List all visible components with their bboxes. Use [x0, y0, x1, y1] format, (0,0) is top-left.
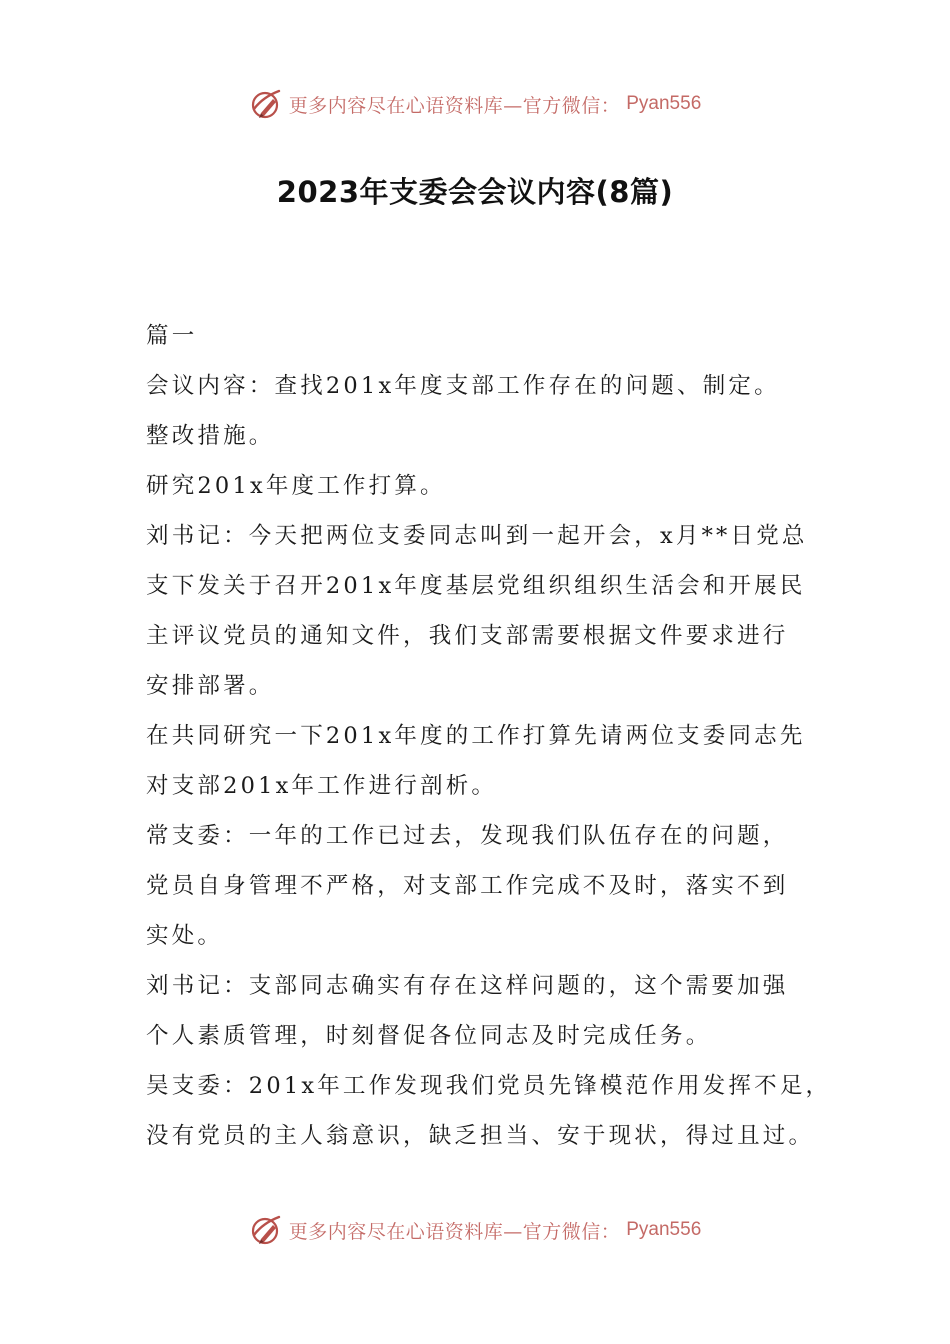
- watermark-wechat-id: Pyan556: [626, 1219, 702, 1240]
- body-line: 会议内容：查找201x年度支部工作存在的问题、制定。: [146, 373, 780, 399]
- body-line: 对支部201x年工作进行剖析。: [146, 773, 498, 799]
- body-line: 刘书记：支部同志确实有存在这样问题的，这个需要加强: [146, 973, 789, 999]
- body-line: 在共同研究一下201x年度的工作打算先请两位支委同志先: [146, 723, 806, 749]
- watermark-wechat-id: Pyan556: [626, 93, 702, 114]
- pen-logo-icon: [249, 87, 283, 121]
- body-line: 安排部署。: [146, 673, 275, 699]
- body-line: 整改措施。: [146, 423, 275, 449]
- body-line: 篇一: [146, 323, 198, 349]
- body-line: 刘书记：今天把两位支委同志叫到一起开会，x月**日党总: [146, 523, 808, 549]
- body-line: 实处。: [146, 923, 224, 949]
- body-line: 研究201x年度工作打算。: [146, 473, 446, 499]
- header-watermark: [0, 84, 950, 124]
- body-line: 主评议党员的通知文件，我们支部需要根据文件要求进行: [146, 623, 789, 649]
- document-title: 2023年支委会会议内容(8篇): [276, 175, 674, 209]
- watermark-text: 更多内容尽在心语资料库—官方微信：: [288, 1220, 621, 1243]
- body-line: 支下发关于召开201x年度基层党组织组织生活会和开展民: [146, 573, 806, 599]
- document-body: [146, 311, 832, 1161]
- body-line: 吴支委：201x年工作发现我们党员先锋模范作用发挥不足，: [146, 1073, 832, 1099]
- body-line: 常支委：一年的工作已过去，发现我们队伍存在的问题，: [146, 823, 789, 849]
- footer-watermark: [0, 1210, 950, 1250]
- body-line: 个人素质管理，时刻督促各位同志及时完成任务。: [146, 1023, 712, 1049]
- body-line: 没有党员的主人翁意识，缺乏担当、安于现状，得过且过。: [146, 1123, 815, 1149]
- watermark-text: 更多内容尽在心语资料库—官方微信：: [288, 94, 621, 117]
- body-line: 党员自身管理不严格，对支部工作完成不及时，落实不到: [146, 873, 789, 899]
- pen-logo-icon: [249, 1213, 283, 1247]
